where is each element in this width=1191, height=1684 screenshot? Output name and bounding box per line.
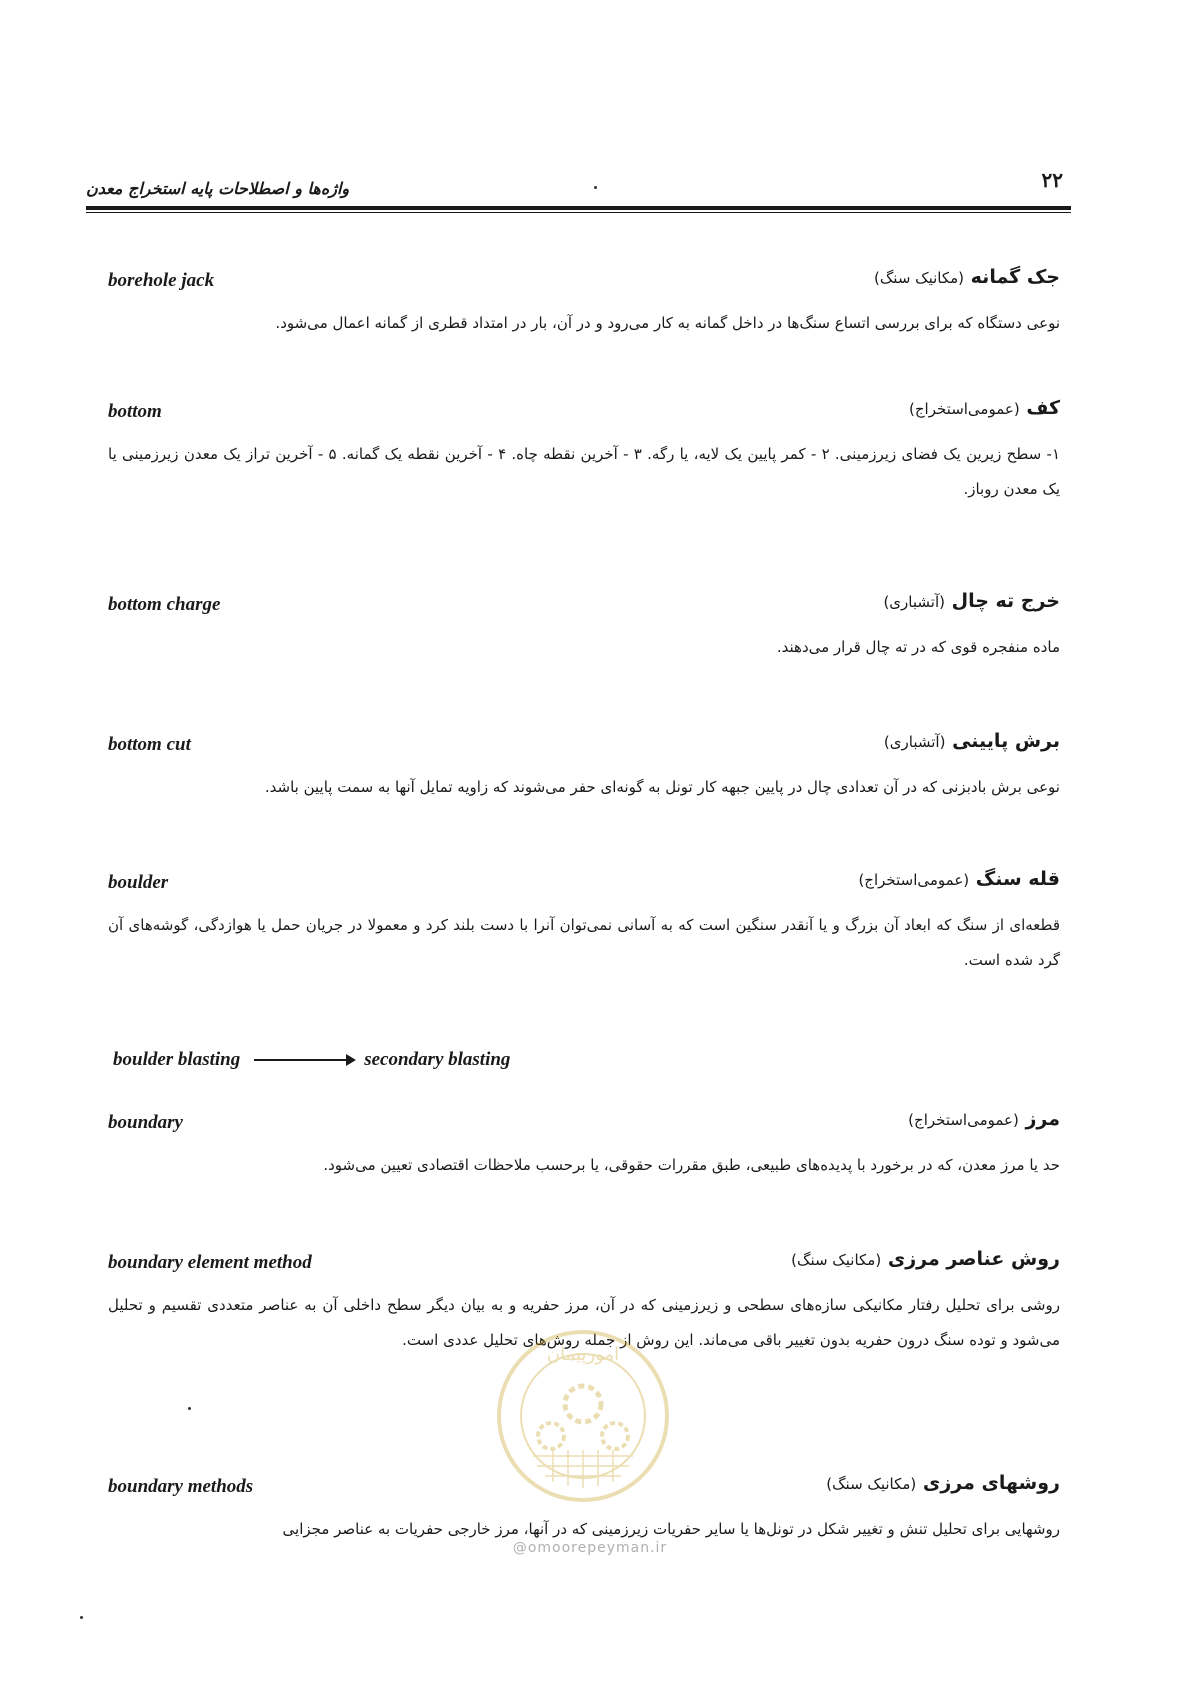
term-definition: نوعی برش بادبزنی که در آن تعدادی چال در پایین جبهه کار تونل به گونه‌ای حفر می‌شوند که زاویه تمایل آنها به سمت پایین باشد. — [264, 778, 1060, 796]
watermark-logo-text: امورپیمان — [546, 1344, 620, 1365]
term-definition: نوعی دستگاه که برای بررسی اتساع سنگ‌ها در داخل گمانه به کار می‌رود و در آن، بار در امتداد قطری از گمانه اعمال می‌شود. — [275, 314, 1060, 332]
term-persian-label: برش پایینی — [952, 730, 1060, 752]
term-persian — [858, 868, 1060, 890]
term-definition: ۱- سطح زیرین یک فضای زیرزمینی. ۲ - کمر پایین یک لایه، یا رگه. ۳ - آخرین نقطه چاه. ۴ - آخرین نقطه یک گمانه. ۵ - آخرین تراز یک معدن زیرزمینی یا یک معدن روباز. — [108, 445, 1060, 498]
term-persian — [874, 266, 1060, 288]
term-category: (آتشباری) — [883, 593, 945, 611]
page-number: ۲۲ — [1041, 168, 1063, 192]
page-header — [86, 162, 1071, 212]
term-english: bottom cut — [108, 734, 191, 755]
term-english: boulder — [108, 872, 169, 893]
watermark-site: @omoorepeyman.ir — [512, 1540, 668, 1556]
entry-borehole-jack — [108, 266, 1060, 341]
term-persian-label: خرج ته چال — [951, 590, 1060, 612]
scan-speck — [188, 1407, 191, 1410]
term-english: boundary methods — [108, 1476, 254, 1497]
term-persian-label: مرز — [1025, 1108, 1060, 1130]
term-category: (عمومی‌استخراج) — [858, 871, 970, 889]
term-definition: قطعه‌ای از سنگ که ابعاد آن بزرگ و یا آنقدر سنگین است که به آسانی نمی‌توان آنرا با دست بلند کرد و معمولا در جریان حمل یا هوازدگی، گوشه‌های آن گرد شده است. — [108, 916, 1060, 969]
term-persian — [884, 730, 1060, 752]
term-category: (عمومی‌استخراج) — [908, 1111, 1019, 1129]
term-persian-label: جک گمانه — [970, 266, 1060, 288]
term-persian — [883, 590, 1060, 612]
entry-boulder — [108, 868, 1060, 978]
watermark-logo-icon — [493, 1326, 673, 1506]
term-definition: روشی برای تحلیل رفتار مکانیکی سازه‌های سطحی و زیرزمینی که در آن، مرز حفریه و به بیان دیگر سطح داخلی آن به عناصر متعددی تقسیم و تحلیل می‌شود و توده سنگ درون حفریه بدون تغییر باقی می‌ماند. این روش از جمله روش‌های تحلیل عددی است. — [108, 1296, 1060, 1349]
scan-speck — [80, 1616, 83, 1619]
entry-boundary — [108, 1108, 1060, 1183]
scan-speck — [594, 186, 597, 189]
arrow-right-icon — [254, 1059, 354, 1061]
term-category: (مکانیک سنگ) — [874, 269, 965, 287]
term-category: (مکانیک سنگ) — [826, 1475, 917, 1493]
term-persian — [791, 1248, 1060, 1270]
term-english: bottom — [108, 401, 162, 422]
term-persian-label: روشهای مرزی — [922, 1472, 1060, 1494]
term-definition: روشهایی برای تحلیل تنش و تغییر شکل در تونل‌ها یا سایر حفریات زیرزمینی که در آنها، مرز خارجی حفریات به عناصر مجزایی — [282, 1520, 1060, 1538]
term-persian — [909, 397, 1060, 419]
term-english: boundary — [108, 1112, 183, 1133]
cross-reference — [113, 1049, 510, 1071]
running-title: واژه‌ها و اصطلاحات پایه استخراج معدن — [86, 179, 350, 198]
xref-to-term: secondary blasting — [364, 1049, 511, 1070]
term-category: (آتشباری) — [883, 733, 946, 751]
xref-from-term: boulder blasting — [113, 1049, 241, 1070]
term-english: boundary element method — [108, 1252, 312, 1273]
header-rule-thin — [86, 212, 1071, 213]
term-category: (مکانیک سنگ) — [791, 1251, 882, 1269]
term-persian-label: قله سنگ — [975, 868, 1060, 890]
term-persian-label: روش عناصر مرزی — [887, 1248, 1060, 1270]
term-persian — [908, 1108, 1060, 1130]
entry-bottom — [108, 397, 1060, 507]
term-english: borehole jack — [108, 270, 215, 291]
term-definition: حد یا مرز معدن، که در برخورد با پدیده‌های طبیعی، طبق مقررات حقوقی، یا برحسب ملاحظات اقتصادی تعیین می‌شود. — [323, 1156, 1060, 1174]
entry-bottom-charge — [108, 590, 1060, 665]
term-english: bottom charge — [108, 594, 221, 615]
header-rule — [86, 206, 1071, 210]
entry-bottom-cut — [108, 730, 1060, 805]
term-persian-label: کف — [1026, 397, 1060, 419]
term-definition: ماده منفجره قوی که در ته چال قرار می‌دهند. — [776, 638, 1060, 656]
term-category: (عمومی‌استخراج) — [909, 400, 1020, 418]
term-persian — [826, 1472, 1060, 1494]
